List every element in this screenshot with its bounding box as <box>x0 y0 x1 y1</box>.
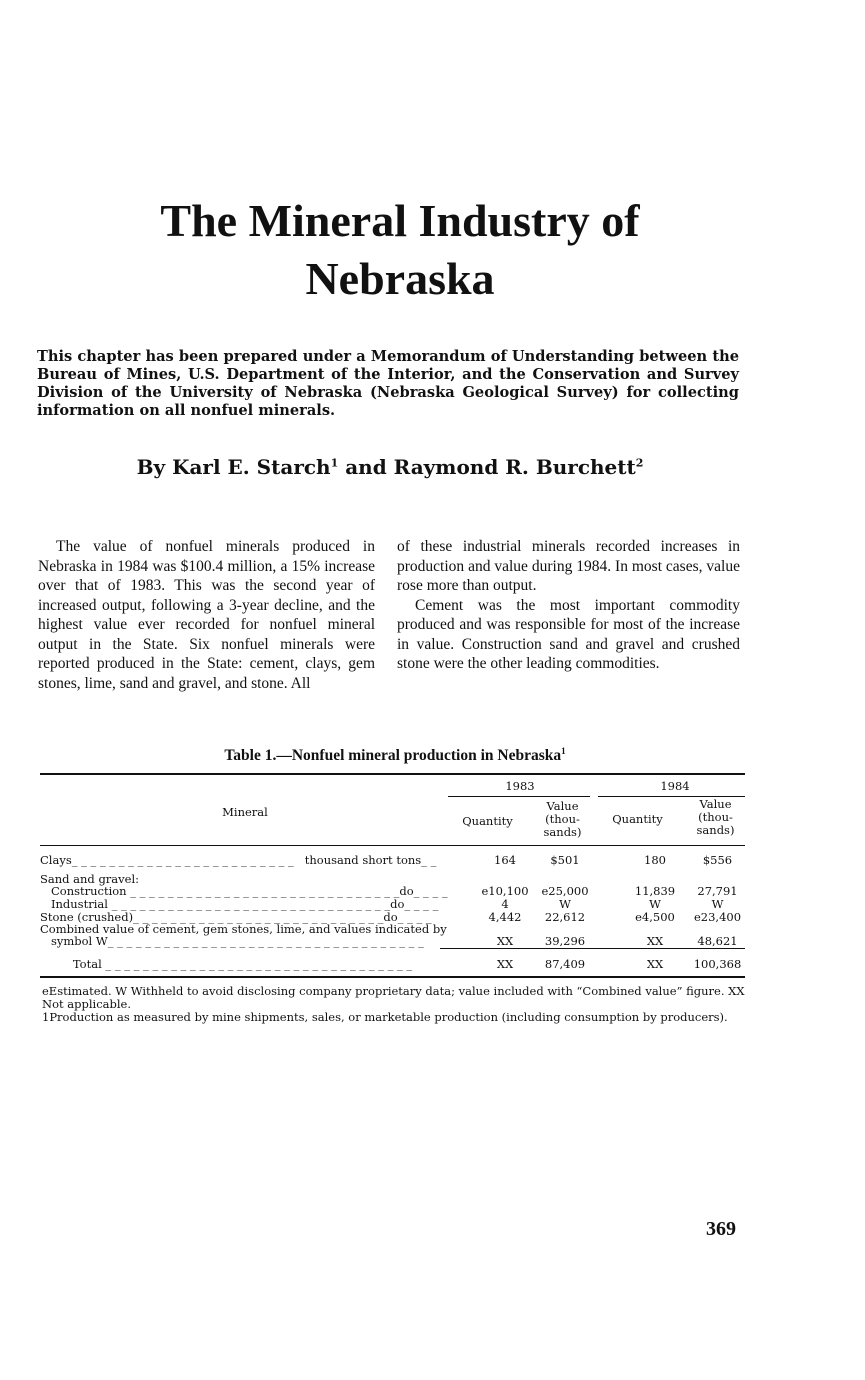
body-paragraph-1: The value of nonfuel minerals produced in Nebraska in 1984 was $100.4 million, a 15% increase over that of 1983. This was the second year of increased output, following a 3-year decline, and the highest value ever recorded for nonfuel mineral output in the State. Six nonfuel minerals were reported produced in the State: cement, clays, gem stones, lime, sand and gravel, and stone. All <box>38 538 375 692</box>
table-row <box>40 897 745 911</box>
table-rule-1983 <box>448 796 590 797</box>
row-label: Total _ _ _ _ _ _ _ _ _ _ _ _ _ _ _ _ _ _ _ _ _ _ _ _ _ _ _ _ _ _ _ _ _ <box>40 957 413 971</box>
cell-quantity-1984: XX <box>646 957 664 971</box>
header-quantity-1984: Quantity <box>612 812 663 826</box>
cell-value-1983: W <box>559 897 571 911</box>
body-column-right <box>397 537 740 674</box>
author-1-note: 1 <box>330 456 339 470</box>
cell-quantity-1984: 180 <box>644 853 666 867</box>
table-row <box>40 884 745 898</box>
table-top-rule <box>40 773 745 775</box>
row-label: Combined value of cement, gem stones, lime, and values indicated by <box>40 922 447 936</box>
header-quantity-1983: Quantity <box>462 814 513 828</box>
title-line-2: Nebraska <box>305 253 495 304</box>
cell-quantity-1984: 11,839 <box>634 884 676 898</box>
cell-value-1984: e23,400 <box>693 910 742 924</box>
row-label: Clays_ _ _ _ _ _ _ _ _ _ _ _ _ _ _ _ _ _ _ _ _ _ _ _ thousand short tons_ _ <box>40 853 437 867</box>
cell-quantity-1983: 4,442 <box>488 910 522 924</box>
page-title <box>60 192 740 308</box>
cell-value-1983: 87,409 <box>544 957 586 971</box>
cell-quantity-1983: XX <box>496 934 514 948</box>
cell-value-1983: e25,000 <box>541 884 589 898</box>
body-paragraph-2: Cement was the most important commodity produced and was responsible for most of the increase in value. Construction sand and gravel and crushed stone were the other leading commodities. <box>397 596 740 672</box>
header-1984: 1984 <box>660 779 690 793</box>
body-paragraph-1-continued: of these industrial minerals recorded increases in production and value during 1984. In most cases, value rose more than output. <box>397 538 740 594</box>
table-caption-note: 1 <box>561 746 566 756</box>
table-footnote-2: 1Production as measured by mine shipments, sales, or marketable production (including consumption by producers). <box>42 1010 728 1024</box>
byline <box>0 455 780 479</box>
intro-paragraph: This chapter has been prepared under a Memorandum of Understanding between the Bureau of Mines, U.S. Department of the Interior, and the Conservation and Survey Division of the University of Nebraska (Nebraska Geological Survey) for collecting information on all nonfuel minerals. <box>37 348 739 419</box>
cell-value-1984: 48,621 <box>697 934 738 948</box>
table-total-rule <box>440 948 745 949</box>
cell-value-1984: 100,368 <box>693 957 742 971</box>
cell-quantity-1984: XX <box>646 934 664 948</box>
cell-quantity-1984: e4,500 <box>635 910 675 924</box>
cell-quantity-1983: 164 <box>494 853 516 867</box>
table-row <box>40 934 745 948</box>
cell-value-1983: 39,296 <box>544 934 586 948</box>
author-2-note: 2 <box>635 456 644 470</box>
table-bottom-rule <box>40 976 745 978</box>
table-row <box>40 853 745 867</box>
row-label: Industrial _ _ _ _ _ _ _ _ _ _ _ _ _ _ _ _ _ _ _ _ _ _ _ _ _ _ _ _ _ _do_ _ _ _ <box>40 897 439 911</box>
cell-value-1984: W <box>711 897 724 911</box>
cell-quantity-1983: XX <box>496 957 514 971</box>
row-label: Construction _ _ _ _ _ _ _ _ _ _ _ _ _ _ _ _ _ _ _ _ _ _ _ _ _ _ _ _ _do_ _ _ _ <box>40 884 448 898</box>
table-caption-text: Table 1.—Nonfuel mineral production in Nebraska <box>224 747 562 765</box>
cell-value-1984: 27,791 <box>697 884 738 898</box>
row-label: Stone (crushed)_ _ _ _ _ _ _ _ _ _ _ _ _ _ _ _ _ _ _ _ _ _ _ _ _ _ _do_ _ _ _ <box>40 910 432 924</box>
cell-quantity-1983: 4 <box>501 897 509 911</box>
cell-value-1984: $556 <box>702 853 733 867</box>
cell-quantity-1984: W <box>649 897 661 911</box>
cell-value-1983: $501 <box>550 853 580 867</box>
cell-quantity-1983: e10,100 <box>481 884 529 898</box>
header-1983: 1983 <box>505 779 535 793</box>
cell-value-1983: 22,612 <box>544 910 586 924</box>
header-mineral: Mineral <box>222 805 268 819</box>
header-value-1984: Value (thou- sands) <box>696 797 735 837</box>
row-label: symbol W_ _ _ _ _ _ _ _ _ _ _ _ _ _ _ _ _ _ _ _ _ _ _ _ _ _ _ _ _ _ _ _ _ _ <box>40 934 424 948</box>
table-footnote-1: eEstimated. W Withheld to avoid disclosing company proprietary data; value included with “Combined value” figure. XX Not applicable. <box>42 984 745 1011</box>
author-2: and Raymond R. Burchett <box>338 455 636 479</box>
table-row <box>40 957 745 971</box>
table-caption <box>0 746 790 765</box>
table-header-rule <box>40 845 745 846</box>
title-line-1: The Mineral Industry of <box>160 195 640 246</box>
body-column-left <box>38 537 375 693</box>
author-1: By Karl E. Starch <box>136 455 331 479</box>
row-label: Sand and gravel: <box>40 872 140 886</box>
page-number: 369 <box>706 1218 736 1240</box>
header-value-1983: Value (thou- sands) <box>543 799 582 839</box>
